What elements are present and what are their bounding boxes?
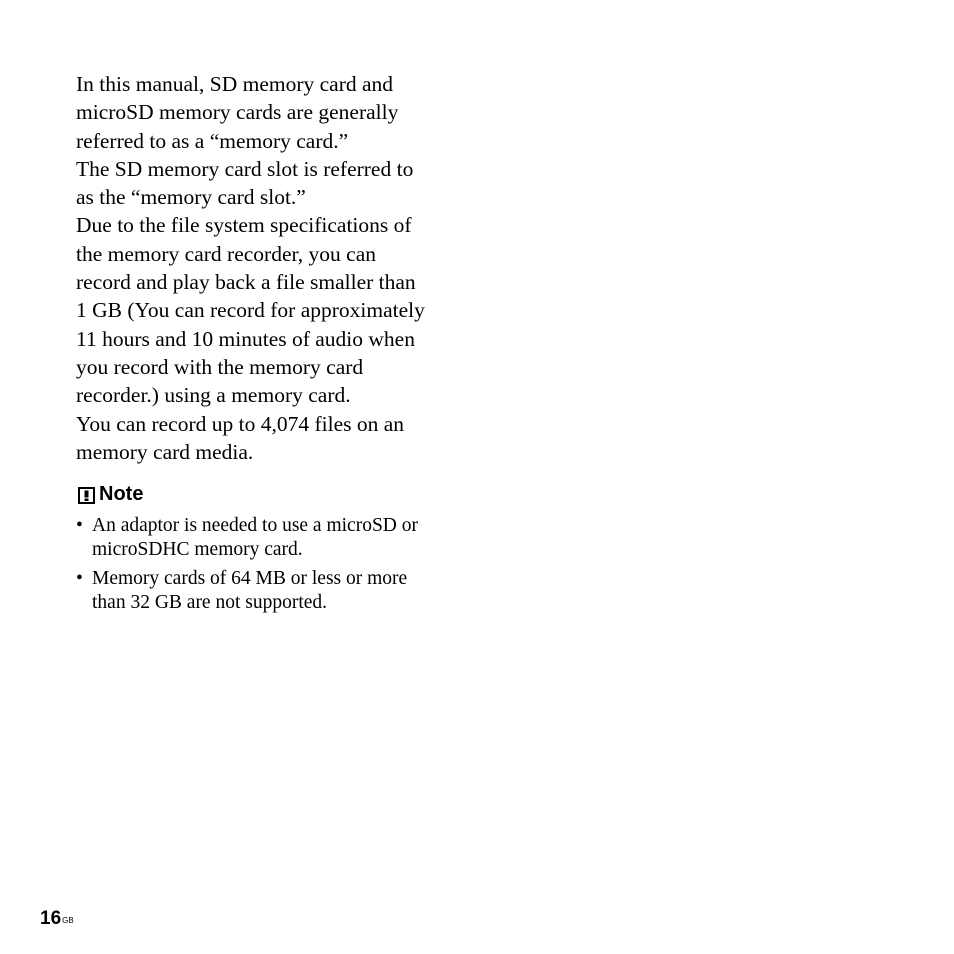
list-item-line: Memory cards of 64 MB or less or more [92, 568, 408, 589]
body-paragraphs [76, 70, 466, 466]
note-list [76, 514, 476, 620]
page-number-suffix: GB [62, 916, 74, 925]
list-item-line: than 32 GB are not supported. [92, 592, 328, 613]
bullet: • [76, 515, 83, 536]
text-line: 11 hours and 10 minutes of audio when [76, 326, 415, 351]
text-line: as the “memory card slot.” [76, 185, 306, 210]
bullet: • [76, 568, 83, 589]
list-item-line: microSDHC memory card. [92, 539, 303, 560]
text-line: 1 GB (You can record for approximately [76, 298, 425, 323]
text-line: referred to as a “memory card.” [76, 128, 349, 153]
text-line: the memory card recorder, you can [76, 241, 376, 266]
text-line: memory card media. [76, 439, 254, 464]
text-line: In this manual, SD memory card and [76, 72, 394, 96]
note-heading-label: Note [99, 483, 144, 505]
list-item [76, 514, 476, 562]
text-line: record and play back a file smaller than [76, 270, 416, 295]
text-line: The SD memory card slot is referred to [76, 156, 414, 181]
page-number [40, 908, 74, 930]
list-item [76, 567, 476, 615]
text-line: Due to the file system specifications of [76, 213, 412, 238]
page-number-value: 16 [40, 908, 62, 929]
text-line: microSD memory cards are generally [76, 100, 399, 125]
text-line: recorder.) using a memory card. [76, 383, 351, 408]
note-exclamation-icon [78, 486, 95, 503]
text-line: you record with the memory card [76, 354, 364, 379]
note-heading [78, 482, 143, 506]
list-item-line: An adaptor is needed to use a microSD or [92, 515, 418, 536]
text-line: You can record up to 4,074 files on an [76, 411, 405, 436]
